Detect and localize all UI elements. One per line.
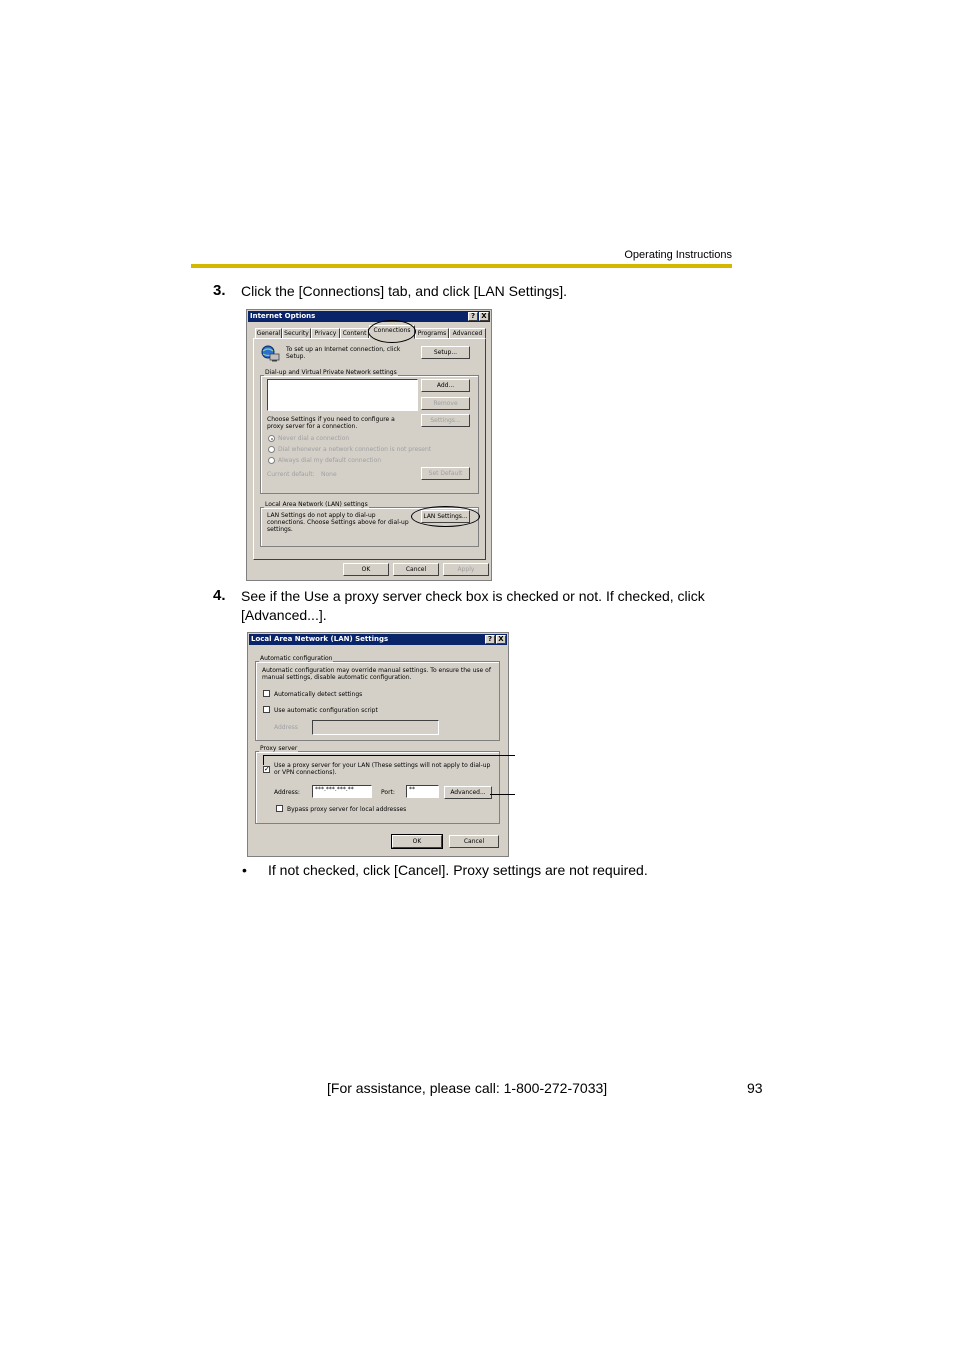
lan-dialog-title: Local Area Network (LAN) Settings: [251, 635, 389, 643]
proxy-address-label: Address:: [274, 789, 300, 796]
auto-detect-checkbox[interactable]: [263, 690, 270, 697]
lan-settings-button[interactable]: LAN Settings...: [421, 510, 470, 523]
radio-dial-whenever[interactable]: [268, 446, 275, 453]
lan-settings-dialog: [247, 632, 509, 857]
port-input[interactable]: **: [406, 785, 439, 798]
connections-listbox[interactable]: [267, 379, 418, 411]
script-address-input[interactable]: [312, 720, 439, 735]
lan-description: LAN Settings do not apply to dial-up connections. Choose Settings above for dial-up settings.: [267, 512, 409, 533]
step-3-text: Click the [Connections] tab, and click [LAN Settings].: [241, 283, 568, 299]
auto-script-checkbox[interactable]: [263, 706, 270, 713]
setup-description: To set up an Internet connection, click Setup.: [286, 346, 401, 360]
running-header: Operating Instructions: [624, 249, 732, 261]
bullet-text: If not checked, click [Cancel]. Proxy settings are not required.: [268, 862, 648, 878]
lan-group-label: Local Area Network (LAN) settings: [265, 501, 368, 508]
apply-button[interactable]: Apply: [443, 563, 489, 576]
current-default-value: None: [321, 471, 337, 478]
radio-always-dial[interactable]: [268, 457, 275, 464]
callout-line-advanced: [490, 794, 515, 795]
add-button[interactable]: Add...: [421, 379, 470, 392]
current-default-label: Current default:: [267, 471, 315, 478]
setup-button[interactable]: Setup...: [421, 346, 470, 359]
bypass-proxy-label: Bypass proxy server for local addresses: [287, 806, 407, 813]
set-default-button[interactable]: Set Default: [421, 467, 470, 480]
lan-dialog-titlebar: [249, 634, 507, 645]
step-3-number: 3.: [213, 282, 226, 299]
assistance-line: [For assistance, please call: 1-800-272-7033]: [327, 1080, 608, 1096]
callout-drop-checkbox: [263, 755, 264, 765]
proxy-server-group-label: Proxy server: [260, 745, 298, 752]
step-4-text-line-2: [Advanced...].: [241, 607, 327, 623]
cancel-button[interactable]: Cancel: [393, 563, 439, 576]
radio-never-dial-label: Never dial a connection: [278, 435, 350, 442]
page-number: 93: [747, 1080, 763, 1096]
settings-description: Choose Settings if you need to configure a proxy server for a connection.: [267, 416, 395, 430]
bullet-mark: •: [242, 862, 247, 878]
ok-button[interactable]: OK: [343, 563, 389, 576]
step-4-number: 4.: [213, 587, 226, 604]
tab-content[interactable]: Content: [340, 328, 369, 339]
auto-config-group-label: Automatic configuration: [260, 655, 333, 662]
auto-config-description: Automatic configuration may override manual settings. To ensure the use of manual settings, disable automatic configuration.: [262, 667, 491, 681]
dialog-titlebar: [248, 311, 490, 322]
script-address-label: Address: [274, 724, 298, 731]
lan-close-button[interactable]: X: [496, 635, 506, 644]
proxy-address-input[interactable]: ***.***.***.**: [312, 785, 372, 798]
port-label: Port:: [381, 789, 395, 796]
connections-highlight-ellipse: [368, 320, 416, 343]
tab-general[interactable]: General: [256, 330, 281, 337]
lan-help-button[interactable]: ?: [485, 635, 495, 644]
use-proxy-label: Use a proxy server for your LAN (These settings will not apply to dial-up or VPN connections).: [274, 762, 491, 776]
tab-programs[interactable]: Programs: [415, 328, 449, 339]
help-button[interactable]: ?: [468, 312, 478, 321]
radio-always-dial-label: Always dial my default connection: [278, 457, 382, 464]
internet-options-dialog: [246, 309, 492, 581]
tab-privacy[interactable]: Privacy: [311, 328, 340, 339]
tab-advanced[interactable]: Advanced: [449, 328, 486, 339]
dialog-title: Internet Options: [250, 312, 316, 320]
bypass-proxy-checkbox[interactable]: [276, 805, 283, 812]
lan-cancel-button[interactable]: Cancel: [449, 835, 499, 848]
network-globe-icon: [260, 344, 280, 362]
step-4-text-line-1: See if the Use a proxy server check box is checked or not. If checked, click: [241, 588, 705, 604]
header-rule: [191, 264, 732, 268]
tab-security[interactable]: Security: [282, 328, 311, 339]
radio-dial-whenever-label: Dial whenever a network connection is not present: [278, 446, 432, 453]
auto-detect-label: Automatically detect settings: [274, 691, 363, 698]
tab-connections[interactable]: Connections: [369, 325, 415, 339]
settings-button[interactable]: Settings...: [421, 414, 470, 427]
use-proxy-checkbox[interactable]: ✓: [264, 765, 270, 773]
close-button[interactable]: X: [479, 312, 489, 321]
callout-line-checkbox: [263, 755, 515, 756]
remove-button[interactable]: Remove: [421, 397, 470, 410]
lan-settings-highlight-ellipse: [411, 506, 480, 527]
advanced-button[interactable]: Advanced...: [444, 786, 492, 799]
lan-ok-button[interactable]: OK: [392, 835, 442, 848]
auto-script-label: Use automatic configuration script: [274, 707, 378, 714]
radio-never-dial[interactable]: [268, 435, 275, 442]
dialup-group-label: Dial-up and Virtual Private Network settings: [265, 369, 397, 376]
